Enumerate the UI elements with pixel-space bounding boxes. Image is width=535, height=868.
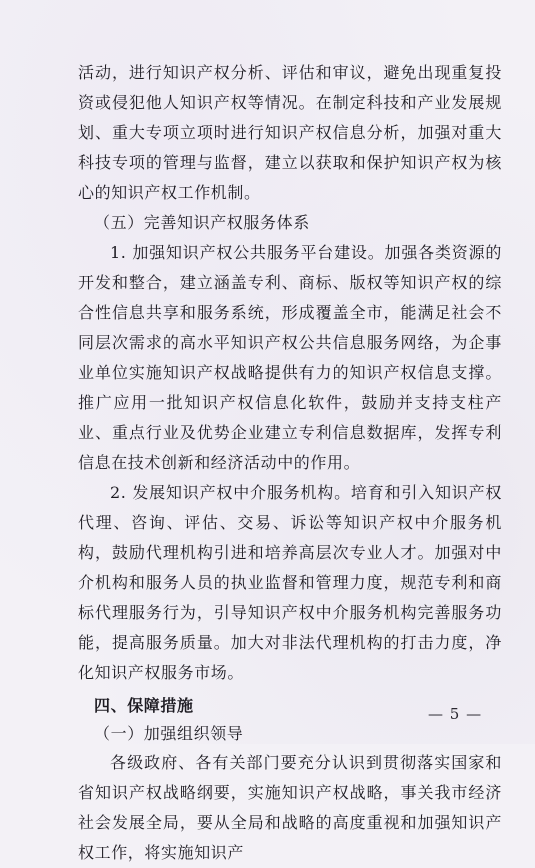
- subsection-heading-5: （五）完善知识产权服务体系: [94, 213, 310, 232]
- page-number: — 5 —: [428, 705, 483, 723]
- list-item-intermediary-service: 2. 发展知识产权中介服务机构。培育和引入知识产权代理、咨询、评估、交易、诉讼等知识产权中介服务机构，鼓励代理机构引进和培养高层次专业人才。加强对中介机构和服务人员的执业监督和管理力度，规范专利和商标代理服务行为，引导知识产权中介服务机构完善服务功能，提高服务质量。加大对非法代理机构的打击力度，净化知识产权服务市场。: [78, 483, 502, 682]
- paragraph-organization-leadership: 各级政府、各有关部门要充分认识到贯彻落实国家和省知识产权战略纲要，实施知识产权战略，事关我市经济社会发展全局，要从全局和战略的高度重视和加强知识产权工作，将实施知识产: [78, 753, 502, 862]
- section-heading-4: 四、保障措施: [94, 696, 194, 715]
- document-body: [78, 58, 502, 868]
- list-item-public-service-platform: 1. 加强知识产权公共服务平台建设。加强各类资源的开发和整合，建立涵盖专利、商标、版权等知识产权的综合性信息共享和服务系统，形成覆盖全市，能满足社会不同层次需求的高水平知识产权公共信息服务网络，为企事业单位实施知识产权战略提供有力的知识产权信息支撑。推广应用一批知识产权信息化软件，鼓励并支持支柱产业、重点行业及优势企业建立专利信息数据库，发挥专利信息在技术创新和经济活动中的作用。: [78, 243, 502, 472]
- subsection-heading-1: （一）加强组织领导: [94, 724, 244, 743]
- paragraph-continuation: 活动，进行知识产权分析、评估和审议，避免出现重复投资或侵犯他人知识产权等情况。在制定科技和产业发展规划、重大专项立项时进行知识产权信息分析，加强对重大科技专项的管理与监督，建立以获取和保护知识产权为核心的知识产权工作机制。: [78, 63, 502, 202]
